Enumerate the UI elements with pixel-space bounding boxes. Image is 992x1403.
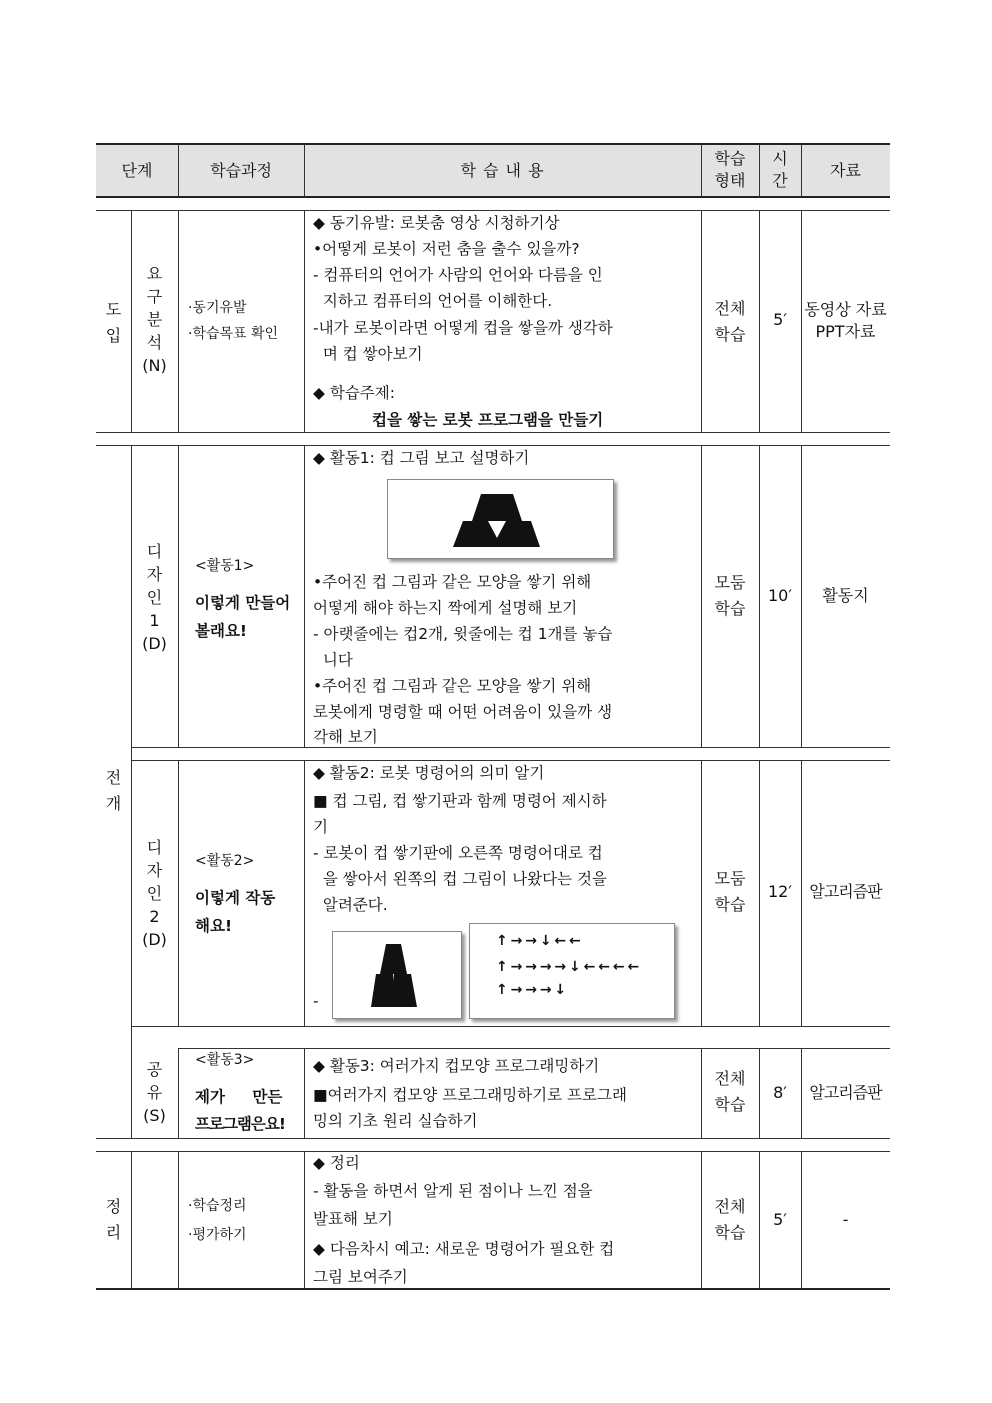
activity2-label: <활동2>: [195, 853, 255, 869]
activity1-title-2: 볼래요!: [195, 622, 247, 640]
command-row: ↑ → → → → ↓ ← ← ← ←: [496, 959, 639, 975]
activity2-content-line: 을 쌓아서 왼쪽의 컵 그림이 나왔다는 것을: [313, 870, 607, 888]
intro-topic: 컵을 쌓는 로봇 프로그램을 만들기: [372, 411, 604, 429]
intro-content-line: 며 컵 쌓아보기: [313, 345, 423, 363]
cup-stack-image: [333, 932, 461, 1018]
col-line: [178, 1048, 179, 1138]
cup-bottom-right: [392, 974, 417, 1007]
activity3-content-line: ◆ 활동3: 여러가지 컵모양 프로그래밍하기: [313, 1057, 600, 1075]
intro-content-line: -내가 로봇이라면 어떻게 컵을 쌓을까 생각하: [313, 319, 613, 337]
col-line: [304, 210, 305, 432]
activity1-label: <활동1>: [195, 558, 255, 574]
section-rule: [131, 747, 890, 748]
activity1-content-line: 니다: [313, 651, 353, 669]
intro-process-1: ·동기유발: [188, 300, 247, 316]
activity1-time: 10′: [768, 586, 792, 605]
intro-material-2: PPT자료: [815, 322, 876, 341]
intro-form: 전체 학습: [714, 299, 746, 344]
header-sep: [178, 144, 179, 197]
closing-process-2: ·평가하기: [188, 1227, 247, 1243]
cup-bottom-left: [371, 974, 396, 1007]
activity3-time: 8′: [773, 1083, 787, 1102]
activity2-sub: 디 자 인 2 (D): [142, 838, 167, 949]
cup-top: [472, 494, 522, 521]
develop-stage: 전 개: [105, 768, 122, 813]
activity1-content-line: •주어진 컵 그림과 같은 모양을 쌓기 위해: [313, 677, 592, 695]
header-material: 자료: [830, 161, 861, 180]
section-rule: [131, 1026, 890, 1027]
closing-form: 전체 학습: [714, 1197, 746, 1242]
cup-stack-picture-1: [387, 479, 614, 559]
activity3-form: 전체 학습: [714, 1069, 746, 1114]
table-bottom-border: [96, 1288, 890, 1290]
cup-stack-image: [388, 480, 613, 558]
header-sep: [701, 144, 702, 197]
header-stage: 단계: [121, 161, 153, 180]
activity2-material: 알고리즘판: [809, 882, 882, 901]
activity3-content-line: ■여러가지 컵모양 프로그래밍하기로 프로그래: [313, 1086, 627, 1104]
col-line: [304, 1048, 305, 1138]
closing-time: 5′: [773, 1210, 787, 1229]
activity2-content-line: ■ 컵 그림, 컵 쌓기판과 함께 명령어 제시하: [313, 792, 607, 810]
header-bottom-border: [96, 196, 890, 198]
activity1-form: 모둠 학습: [714, 573, 746, 618]
activity2-title-2: 해요!: [195, 917, 233, 935]
section-rule: [178, 1048, 890, 1049]
col-line: [178, 760, 179, 1026]
activity2-content-line: 기: [313, 818, 328, 836]
intro-content-line: 지하고 컴퓨터의 언어를 이해한다.: [313, 292, 553, 310]
closing-content-line: ◆ 정리: [313, 1154, 360, 1172]
cup-top: [380, 944, 407, 974]
col-line: [304, 760, 305, 1026]
header-form: 학습 형태: [714, 149, 746, 190]
closing-stage: 정 리: [105, 1197, 122, 1242]
closing-content-line: 발표해 보기: [313, 1210, 393, 1228]
activity3-content-line: 밍의 기초 원리 실습하기: [313, 1112, 478, 1130]
activity3-label: <활동3>: [195, 1052, 255, 1068]
intro-content-line: ◆ 학습주제:: [313, 384, 395, 402]
activity2-form: 모둠 학습: [714, 869, 746, 914]
activity1-title-1: 이렇게 만들어: [195, 594, 291, 612]
activity1-content-line: 각해 보기: [313, 728, 378, 746]
table-top-border: [96, 143, 890, 145]
command-row: ↑ → → ↓ ← ←: [496, 933, 580, 949]
intro-time: 5′: [773, 310, 787, 329]
header-process: 학습과정: [210, 161, 272, 180]
cup-stack-picture-2: [332, 931, 462, 1019]
closing-material: -: [842, 1210, 849, 1229]
closing-content-line: 그림 보여주기: [313, 1268, 408, 1286]
col-line: [131, 1151, 132, 1289]
section-rule: [96, 1151, 890, 1152]
col-line: [304, 445, 305, 747]
intro-content-line: •어떻게 로봇이 저런 춤을 출수 있을까?: [313, 240, 580, 258]
activity1-content-line: ◆ 활동1: 컵 그림 보고 설명하기: [313, 449, 530, 467]
header-content: 학 습 내 용: [460, 161, 545, 180]
section-rule: [96, 1138, 890, 1139]
activity3-sub: 공 유 (S): [143, 1060, 166, 1125]
activity3-title-1: 제가 만든: [195, 1088, 283, 1106]
col-line: [178, 1151, 179, 1289]
intro-content-line: ◆ 동기유발: 로봇춤 영상 시청하기상: [313, 214, 560, 232]
activity1-content-line: •주어진 컵 그림과 같은 모양을 쌓기 위해: [313, 573, 592, 591]
activity1-content-line: 로봇에게 명령할 때 어떤 어려움이 있을까 생: [313, 703, 613, 721]
intro-content-line: - 컴퓨터의 언어가 사람의 언어와 다름을 인: [313, 266, 603, 284]
intro-process-2: ·학습목표 확인: [188, 326, 279, 342]
activity1-sub: 디 자 인 1 (D): [142, 542, 167, 653]
closing-process-1: ·학습정리: [188, 1198, 247, 1214]
closing-content-line: ◆ 다음차시 예고: 새로운 명령어가 필요한 컵: [313, 1240, 615, 1258]
activity2-dash: -: [313, 992, 319, 1010]
col-line: [178, 210, 179, 432]
activity1-content-line: 어떻게 해야 하는지 짝에게 설명해 보기: [313, 599, 578, 617]
header-sep: [759, 144, 760, 197]
command-row: ↑ → → → ↓: [496, 982, 566, 998]
header-sep: [801, 144, 802, 197]
header-sep: [304, 144, 305, 197]
activity3-title-2: 프로그램은요!: [195, 1115, 285, 1133]
activity2-content-line: ◆ 활동2: 로봇 명령어의 의미 알기: [313, 764, 545, 782]
closing-content-line: - 활동을 하면서 알게 된 점이나 느낀 점을: [313, 1182, 593, 1200]
command-board: [469, 923, 675, 1019]
intro-material-1: 동영상 자료: [804, 300, 887, 319]
intro-sub: 요 구 분 석 (N): [142, 264, 167, 375]
activity2-time: 12′: [768, 882, 792, 901]
intro-stage: 도 입: [105, 300, 122, 345]
activity1-content-line: - 아랫줄에는 컵2개, 윗줄에는 컵 1개를 놓습: [313, 625, 613, 643]
activity2-content-line: 알려준다.: [313, 896, 388, 914]
header-time: 시 간: [772, 149, 788, 190]
activity3-material: 알고리즘판: [809, 1083, 882, 1102]
col-line: [178, 445, 179, 747]
col-line: [304, 1151, 305, 1289]
activity2-content-line: - 로봇이 컵 쌓기판에 오른쪽 명령어대로 컵: [313, 844, 603, 862]
activity1-material: 활동지: [822, 586, 869, 605]
activity2-title-1: 이렇게 작동: [195, 889, 276, 907]
